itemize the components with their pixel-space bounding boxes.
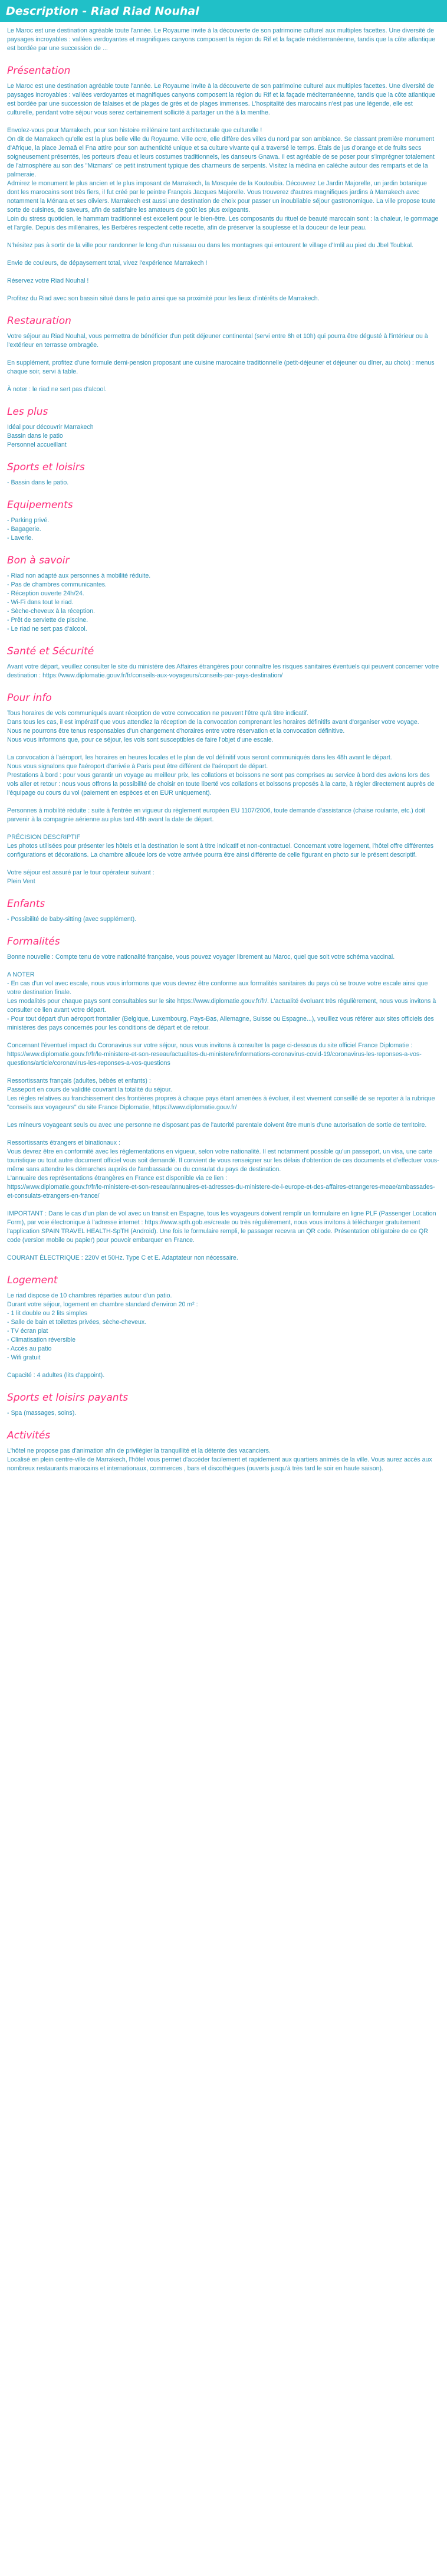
paragraph (7, 1121, 440, 1130)
section-body (7, 423, 440, 450)
list-item: - Wi-Fi dans tout le riad. (7, 599, 74, 606)
list-item: - Bassin dans le patio. (7, 479, 69, 486)
section-activites (7, 1429, 440, 1473)
list-item: - Sèche-cheveux à la réception. (7, 608, 95, 615)
text-line: https://www.diplomatie.gouv.fr/fr/le-ministere-et-son-reseau/actualites-du-ministere/informations-coronavirus-covid-19/coronavirus-les-reponses-a-vos-questions/article/coronavirus-les-reponses-a-vos-questions (7, 1051, 422, 1067)
list-item: - Possibilité de baby-sitting (avec supplément). (7, 916, 137, 923)
section-body (7, 1409, 440, 1418)
text-line: Avant votre départ, veuillez consulter le site du ministère des Affaires étrangères pour connaître les risques sanitaires éventuels qui peuvent concerner votre destination : https://www.diplomatie.gouv.fr/fr/conseils-aux-voyageurs/conseils-par-pays-destination/ (7, 663, 439, 679)
paragraph (7, 869, 440, 886)
list-item: Idéal pour découvrir Marrakech (7, 424, 94, 431)
paragraph (7, 953, 440, 962)
list-item: - Accès au patio (7, 1345, 52, 1352)
section-body (7, 479, 440, 487)
section-body (7, 516, 440, 543)
section-body (7, 709, 440, 886)
text-line: Bonne nouvelle : Compte tenu de votre nationalité française, vous pouvez voyager librement au Maroc, quel que soit votre schéma vaccinal. (7, 953, 395, 961)
text-line: - En cas d'un vol avec escale, nous vous informons que vous devrez être conforme aux formalités sanitaires du pays où se trouve votre escale ainsi que votre destination finale. (7, 980, 428, 996)
text-line: Le Maroc est une destination agréable toute l'année. Le Royaume invite à la découverte de son patrimoine culturel aux multiples facettes. Une diversité de paysages incroyables : vallées verdoyantes et magnifiques canyons composent la région du Rif et la façade méditerranéenne, tandis que la côte atlantique est bordée par une succession de falaises et de plages de grès et de plages immenses. L'hospitalité des marocains n'est pas une légende, elle est culturelle, pendant votre séjour vous serez certainement sollicité à partager un thé à la menthe. (7, 83, 436, 116)
paragraph (7, 126, 440, 232)
section-les-plus (7, 405, 440, 450)
paragraph (7, 332, 440, 350)
text-line: Nous ne pourrons être tenus responsables d'un changement d'horaires entre votre réservation et la convocation définitive. (7, 727, 345, 735)
section-title-les-plus: Les plus (7, 406, 48, 418)
text-line: Dans tous les cas, il est impératif que vous attendiez la réception de la convocation comprenant les horaires définitifs avant d'organiser votre voyage. (7, 719, 419, 726)
text-line: Votre séjour est assuré par le tour opérateur suivant : (7, 869, 155, 876)
section-title-sante-securite: Santé et Sécurité (7, 645, 94, 657)
text-line: https://www.diplomatie.gouv.fr/fr/le-ministere-et-son-reseau/annuaires-et-adresses-du-ministere-de-l-europe-et-des-affaires-etrangeres-meae/ambassades-et-consulats-etrangers-en-france/ (7, 1184, 435, 1199)
paragraph (7, 709, 440, 745)
section-presentation (7, 64, 440, 303)
text-line: Admirez le monument le plus ancien et le plus imposant de Marrakech, la Mosquée de la Koutoubia. Découvrez Le Jardin Majorelle, un jardin botanique dont les marocains sont très fiers, il fut créé par le peintre François Jacques Majorelle. Vous trouverez d'autres magnifiques jardins à Marrakech avec notamment la Ménara et ses oliviers. Marrakech est aussi une destination de choix pour passer un inoubliable séjour gastronomique. La ville propose toute sorte de cuisines, de saveurs, afin de satisfaire les amateurs de goût les plus exigeants. (7, 180, 436, 214)
text-line: Nous vous informons que, pour ce séjour, les vols sont susceptibles de faire l'objet d'une escale. (7, 736, 274, 743)
section-formalites (7, 935, 440, 1263)
text-line: PRÉCISION DESCRIPTIF (7, 834, 81, 841)
section-sports-loisirs-payants (7, 1391, 440, 1418)
section-body (7, 572, 440, 634)
paragraph (7, 1041, 440, 1068)
list-item: - Laverie. (7, 535, 34, 542)
text-line: Personnes à mobilité réduite : suite à l'entrée en vigueur du règlement européen EU 1107/2006, toute demande d'assistance (chaise roulante, etc.) doit parvenir à la compagnie aérienne au plus tard 48h avant la date de départ. (7, 807, 425, 823)
paragraph (7, 833, 440, 860)
page-title: Description - Riad Riad Nouhal (6, 4, 199, 18)
text-line: A NOTER (7, 971, 35, 978)
section-body (7, 953, 440, 1263)
list-item: Le riad dispose de 10 chambres réparties autour d'un patio. (7, 1292, 172, 1299)
section-pour-info (7, 691, 440, 886)
list-item: Localisé en plein centre-ville de Marrakech, l'hôtel vous permet d'accéder facilement et rapidement aux quartiers animés de la ville. Vous aurez accès aux nombreux restaurants marocains et internationaux, commerces , bars et discothèques (ouverts jusqu'à très tard le soir en haute saison). (7, 1456, 432, 1472)
paragraph (7, 277, 440, 286)
list-item (7, 1362, 440, 1371)
section-title-activites: Activités (7, 1430, 51, 1441)
section-body (7, 663, 440, 680)
list-item: - 1 lit double ou 2 lits simples (7, 1310, 88, 1317)
paragraph (7, 385, 440, 394)
intro-block (7, 27, 440, 53)
section-title-presentation: Présentation (7, 65, 71, 77)
section-title-restauration: Restauration (7, 315, 71, 327)
paragraph (7, 359, 440, 376)
section-body (7, 82, 440, 303)
text-line: Plein Vent (7, 878, 35, 885)
section-body (7, 1447, 440, 1473)
title-banner (0, 0, 447, 22)
section-equipements (7, 499, 440, 543)
list-item: - Prêt de serviette de piscine. (7, 617, 88, 624)
section-body (7, 332, 440, 394)
section-title-logement: Logement (7, 1274, 58, 1286)
list-item: - Bagagerie. (7, 526, 41, 533)
section-title-enfants: Enfants (7, 898, 45, 910)
list-item: - Riad non adapté aux personnes à mobilité réduite. (7, 572, 151, 579)
section-title-pour-info: Pour info (7, 692, 52, 704)
text-line: Les mineurs voyageant seuls ou avec une personne ne disposant pas de l'autorité parentale doivent être munis d'une autorisation de sortie de territoire. (7, 1122, 427, 1129)
list-item: Durant votre séjour, logement en chambre standard d'environ 20 m² : (7, 1301, 198, 1308)
section-title-sports-loisirs-payants: Sports et loisirs payants (7, 1392, 129, 1404)
list-item: - Parking privé. (7, 517, 50, 524)
text-line: On dit de Marrakech qu'elle est la plus belle ville du Royaume. Ville ocre, elle diffère des villes du nord par son ambiance. Se classant première monument d'Afrique, la place Jemaâ el Fna attire pour son authenticité unique et sa culture vivante qui a traversé le temps. Étals de jus d'orange et de fruits secs soigneusement présentés, les porteurs d'eau et leurs costumes traditionnels, les danseurs Gnawa. Il est agréable de se poser pour s'imprégner totalement de l'atmosphère au son des "Mizmars" ce petit instrument typique des charmeurs de serpents. Visitez la médina en calèche autour des remparts et de la palmeraie. (7, 136, 435, 178)
section-sante-securite (7, 645, 440, 680)
paragraph (7, 663, 440, 680)
text-line: L'annuaire des représentations étrangères en France est disponible via ce lien : (7, 1175, 228, 1182)
text-line: Les photos utilisées pour présenter les hôtels et la destination le sont à titre indicatif et non-contractuel. Concernant votre logement, l'hôtel offre différentes configurations et décorations. La chambre allouée lors de votre arrivée pourra être ainsi différente de celle figurant en photo sur le présent descriptif. (7, 843, 434, 858)
list-item: Personnel accueillant (7, 441, 67, 448)
text-line: Envie de couleurs, de dépaysement total, vivez l'expérience Marrakech ! (7, 260, 208, 267)
paragraph (7, 259, 440, 268)
paragraph (7, 807, 440, 824)
paragraph (7, 1210, 440, 1245)
text-line: En supplément, profitez d'une formule demi-pension proposant une cuisine marocaine traditionnelle (petit-déjeuner et déjeuner ou dîner, au choix) : menus chaque soir, servi à table. (7, 359, 435, 375)
text-line: Loin du stress quotidien, le hammam traditionnel est excellent pour le bien-être. Les composants du rituel de beauté marocain sont : la chaleur, le gommage et l'argile. Depuis des millénaires, les Berbères respectent cette recette, afin de préserver la souplesse et la douceur de leur peau. (7, 215, 439, 231)
text-line: Tous horaires de vols communiqués avant réception de votre convocation ne peuvent l'être qu'à titre indicatif. (7, 710, 309, 717)
list-item: Capacité : 4 adultes (lits d'appoint). (7, 1372, 105, 1379)
paragraph (7, 753, 440, 798)
description-content (0, 22, 447, 1473)
paragraph (7, 1077, 440, 1112)
list-item: - Wifi gratuit (7, 1354, 41, 1361)
list-item: - TV écran plat (7, 1328, 48, 1335)
paragraph (7, 241, 440, 250)
section-enfants (7, 897, 440, 924)
text-line: Nous vous signalons que l'aéroport d'arrivée à Paris peut être différent de l'aéroport de départ. (7, 763, 268, 770)
text-line: Ressortissants étrangers et binationaux : (7, 1139, 120, 1146)
text-line: COURANT ÉLECTRIQUE : 220V et 50Hz. Type C et E. Adaptateur non nécessaire. (7, 1254, 238, 1261)
paragraph (7, 294, 440, 303)
text-line: Concernant l'éventuel impact du Coronavirus sur votre séjour, nous vous invitons à consulter la page ci-dessous du site officiel France Diplomatie : (7, 1042, 413, 1049)
list-item: Bassin dans le patio (7, 432, 63, 440)
list-item: - Pas de chambres communicantes. (7, 581, 107, 588)
paragraph (7, 1139, 440, 1201)
list-item: - Climatisation réversible (7, 1336, 75, 1343)
section-body (7, 1292, 440, 1380)
text-line: Réservez votre Riad Nouhal ! (7, 277, 89, 284)
text-line: Prestations à bord : pour vous garantir un voyage au meilleur prix, les collations et boissons ne sont pas comprises au service à bord des avions lors des vols aller et retour : nous vous offrons la possibilité de choisir en toute liberté vos collations et boissons proposés à la carte, à régler directement auprès de l'équipage ou cours du vol (paiement en espèces et en EUR uniquement). (7, 772, 435, 797)
section-bon-a-savoir (7, 554, 440, 634)
text-line: IMPORTANT : Dans le cas d'un plan de vol avec un transit en Espagne, tous les voyageurs doivent remplir un formulaire en ligne PLF (Passenger Location Form), par voie électronique à l'adresse internet : https://www.spth.gob.es/create ou très régulièrement, nous vous invitons à télécharger gratuitement l'application SPAIN TRAVEL HEALTH-SpTH (Android). Une fois le formulaire rempli, le passager recevra un QR code. Présentation obligatoire de ce QR code (version mobile ou papier) pour pouvoir embarquer en France. (7, 1210, 436, 1244)
section-logement (7, 1274, 440, 1380)
text-line: Les règles relatives au franchissement des frontières propres à chaque pays étant amenées à évoluer, il est vivement conseillé de se reporter à la rubrique "conseils aux voyageurs" du site France Diplomatie, https://www.diplomatie.gouv.fr/ (7, 1095, 435, 1111)
section-sports-loisirs (7, 461, 440, 487)
text-line: À noter : le riad ne sert pas d'alcool. (7, 386, 107, 393)
text-line: Passeport en cours de validité couvrant la totalité du séjour. (7, 1086, 172, 1093)
section-restauration (7, 314, 440, 394)
text-line: N'hésitez pas à sortir de la ville pour randonner le long d'un ruisseau ou dans les montagnes qui entourent le village d'Imlil au pied du Jbel Toubkal. (7, 242, 414, 249)
intro-text: Le Maroc est une destination agréable toute l'année. Le Royaume invite à la découverte de son patrimoine culturel aux multiples facettes. Une diversité de paysages incroyables : vallées verdoyantes et magnifiques canyons composent la région du Rif et la façade méditerranéenne, tandis que la côte atlantique est bordée par une succession de ... (7, 27, 436, 52)
section-body (7, 915, 440, 924)
text-line: Votre séjour au Riad Nouhal, vous permettra de bénéficier d'un petit déjeuner continental (servi entre 8h et 10h) qui pourra être dégusté à l'intérieur ou à l'extérieur en terrasse ombragée. (7, 333, 428, 349)
paragraph (7, 1254, 440, 1263)
list-item: - Spa (massages, soins). (7, 1410, 77, 1417)
text-line: Profitez du Riad avec son bassin situé dans le patio ainsi que sa proximité pour les lieux d'intérêts de Marrakech. (7, 295, 320, 302)
text-line: Ressortissants français (adultes, bébés et enfants) : (7, 1077, 151, 1084)
text-line: La convocation à l'aéroport, les horaires en heures locales et le plan de vol définitif vous seront communiqués dans les 48h avant le départ. (7, 754, 392, 761)
text-line: Les modalités pour chaque pays sont consultables sur le site https://www.diplomatie.gouv.fr/fr/. L'actualité évoluant très régulièrement, nous vous invitons à consulter ce lien avant votre départ. (7, 998, 436, 1014)
paragraph (7, 82, 440, 117)
section-title-formalites: Formalités (7, 936, 60, 948)
paragraph (7, 971, 440, 1033)
list-item: L'hôtel ne propose pas d'animation afin de privilégier la tranquillité et la détente des vacanciers. (7, 1447, 271, 1454)
text-line: - Pour tout départ d'un aéroport frontalier (Belgique, Luxembourg, Pays-Bas, Allemagne, Suisse ou Espagne...), veuillez vous référer aux sites officiels des ministères des pays concernés pour les conditions de départ et de retour. (7, 1015, 434, 1031)
list-item: - Réception ouverte 24h/24. (7, 590, 84, 597)
text-line: Envolez-vous pour Marrakech, pour son histoire millénaire tant architecturale que culturelle ! (7, 127, 262, 134)
section-title-equipements: Equipements (7, 499, 73, 511)
section-title-sports-loisirs: Sports et loisirs (7, 461, 85, 473)
list-item: - Salle de bain et toilettes privées, sèche-cheveux. (7, 1319, 147, 1326)
section-title-bon-a-savoir: Bon à savoir (7, 555, 70, 566)
text-line: Vous devrez être en conformité avec les réglementations en vigueur, selon votre nationalité. Il est notamment possible qu'un passeport, un visa, une carte touristique ou tout autre document officiel vous soit demandé. Il convient de vous renseigner sur les délais d'obtention de ces documents et d'effectuer vous-même sans attendre les démarches auprès de l'ambassade ou du consulat du pays de destination. (7, 1148, 439, 1173)
list-item: - Le riad ne sert pas d'alcool. (7, 625, 87, 632)
